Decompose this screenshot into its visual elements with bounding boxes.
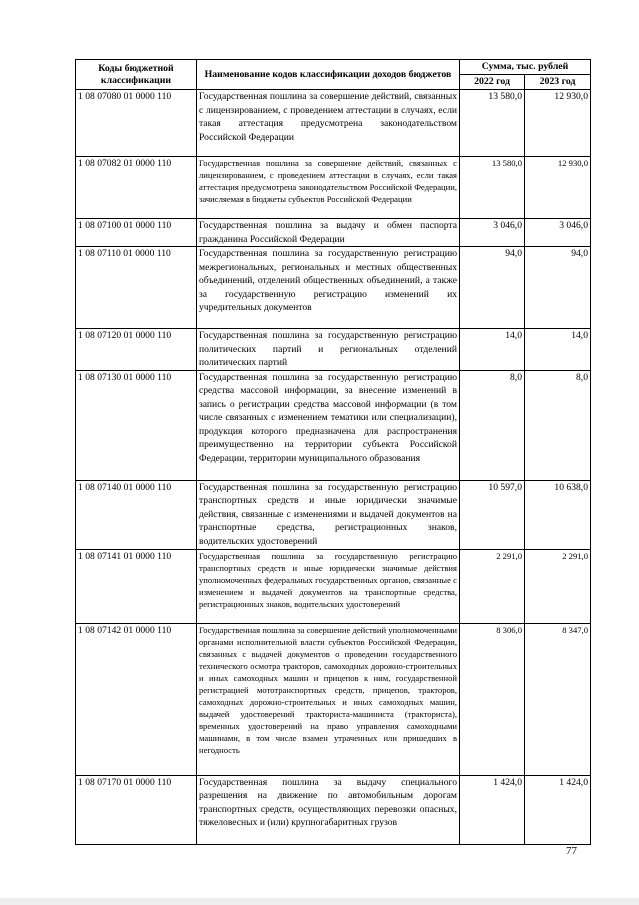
header-year-2023: 2023 год — [525, 75, 591, 90]
header-year-2022: 2022 год — [460, 75, 525, 90]
table-row — [76, 219, 591, 247]
row-name: Государственная пошлина за государственную регистрацию межрегиональных, региональных и местных общественных объединений, отделений общественных объединений, а также за государственную регистрацию изменений их учредительных документов — [197, 247, 460, 329]
row-value-2022: 13 580,0 — [460, 157, 525, 219]
header-code: Коды бюджетной классификации — [76, 60, 197, 90]
row-code: 1 08 07170 01 0000 110 — [76, 775, 197, 844]
row-value-2022: 10 597,0 — [460, 480, 525, 549]
row-name: Государственная пошлина за государственную регистрацию транспортных средств и иные юридически значимые действия, связанные с изменениями и выдачей документов на транспортные средства, регистрационных знаков, водительских удостоверений — [197, 480, 460, 549]
row-code: 1 08 07080 01 0000 110 — [76, 90, 197, 157]
row-name: Государственная пошлина за совершение действий уполномоченными органами исполнительной власти субъектов Российской Федерации, связанных с выдачей документов о проведении государственного технического осмотра тракторов, самоходных дорожно-строительных и иных самоходных машин и прицепов к ним, государственной регистрацией мототранспортных средств, прицепов, тракторов, самоходных дорожно-строительных и иных самоходных машин, выдачей удостоверений тракториста-машиниста (тракториста), временных удостоверений на право управления самоходными машинами, в том числе взамен утраченных или пришедших в негодность — [197, 623, 460, 775]
row-code: 1 08 07120 01 0000 110 — [76, 329, 197, 371]
row-name: Государственная пошлина за выдачу специального разрешения на движение по автомобильным дорогам транспортных средств, осуществляющих перевозки опасных, тяжеловесных и (или) крупногабаритных грузов — [197, 775, 460, 844]
table-row — [76, 90, 591, 157]
header-name: Наименование кодов классификации доходов бюджетов — [197, 60, 460, 90]
row-value-2023: 8,0 — [525, 370, 591, 480]
row-value-2022: 8 306,0 — [460, 623, 525, 775]
row-value-2022: 13 580,0 — [460, 90, 525, 157]
row-code: 1 08 07110 01 0000 110 — [76, 247, 197, 329]
row-name: Государственная пошлина за государственную регистрацию средства массовой информации, за внесение изменений в запись о регистрации средства массовой информации (в том числе связанных с изменением тематики или специализации), продукция которого предназначена для распространения преимущественно на территории субъекта Российской Федерации, территории муниципального образования — [197, 370, 460, 480]
table-row — [76, 549, 591, 623]
row-code: 1 08 07100 01 0000 110 — [76, 219, 197, 247]
row-value-2023: 14,0 — [525, 329, 591, 371]
table-row — [76, 329, 591, 371]
row-value-2023: 8 347,0 — [525, 623, 591, 775]
table-row — [76, 157, 591, 219]
row-value-2023: 2 291,0 — [525, 549, 591, 623]
row-value-2022: 14,0 — [460, 329, 525, 371]
row-name: Государственная пошлина за государственную регистрацию политических партий и региональных отделений политических партий — [197, 329, 460, 371]
table-row — [76, 775, 591, 844]
table-row — [76, 623, 591, 775]
row-code: 1 08 07142 01 0000 110 — [76, 623, 197, 775]
row-name: Государственная пошлина за государственную регистрацию транспортных средств и иные юридически значимые действия уполномоченных федеральных государственных органов, связанные с изменением и выдачей документов на транспортные средства, регистрационных знаков, водительских удостоверений — [197, 549, 460, 623]
table-row — [76, 247, 591, 329]
table-row — [76, 370, 591, 480]
row-value-2023: 12 930,0 — [525, 157, 591, 219]
row-name: Государственная пошлина за выдачу и обмен паспорта гражданина Российской Федерации — [197, 219, 460, 247]
row-value-2023: 3 046,0 — [525, 219, 591, 247]
row-value-2022: 3 046,0 — [460, 219, 525, 247]
row-code: 1 08 07130 01 0000 110 — [76, 370, 197, 480]
header-sum: Сумма, тыс. рублей — [460, 60, 591, 75]
row-name: Государственная пошлина за совершение действий, связанных с лицензированием, с проведением аттестации в случаях, если такая аттестация предусмотрена законодательством Российской Федерации — [197, 90, 460, 157]
row-code: 1 08 07140 01 0000 110 — [76, 480, 197, 549]
row-value-2022: 1 424,0 — [460, 775, 525, 844]
row-value-2022: 8,0 — [460, 370, 525, 480]
row-value-2023: 10 638,0 — [525, 480, 591, 549]
budget-classification-table — [75, 59, 591, 845]
row-value-2022: 2 291,0 — [460, 549, 525, 623]
row-value-2023: 1 424,0 — [525, 775, 591, 844]
scan-edge — [0, 898, 639, 905]
row-code: 1 08 07082 01 0000 110 — [76, 157, 197, 219]
table-row — [76, 480, 591, 549]
row-value-2023: 94,0 — [525, 247, 591, 329]
row-value-2022: 94,0 — [460, 247, 525, 329]
row-code: 1 08 07141 01 0000 110 — [76, 549, 197, 623]
row-value-2023: 12 930,0 — [525, 90, 591, 157]
row-name: Государственная пошлина за совершение действий, связанных с лицензированием, с проведением аттестации в случаях, если такая аттестация предусмотрена законодательством Российской Федерации, зачисляемая в бюджеты субъектов Российской Федерации — [197, 157, 460, 219]
page-number: 77 — [566, 845, 577, 857]
